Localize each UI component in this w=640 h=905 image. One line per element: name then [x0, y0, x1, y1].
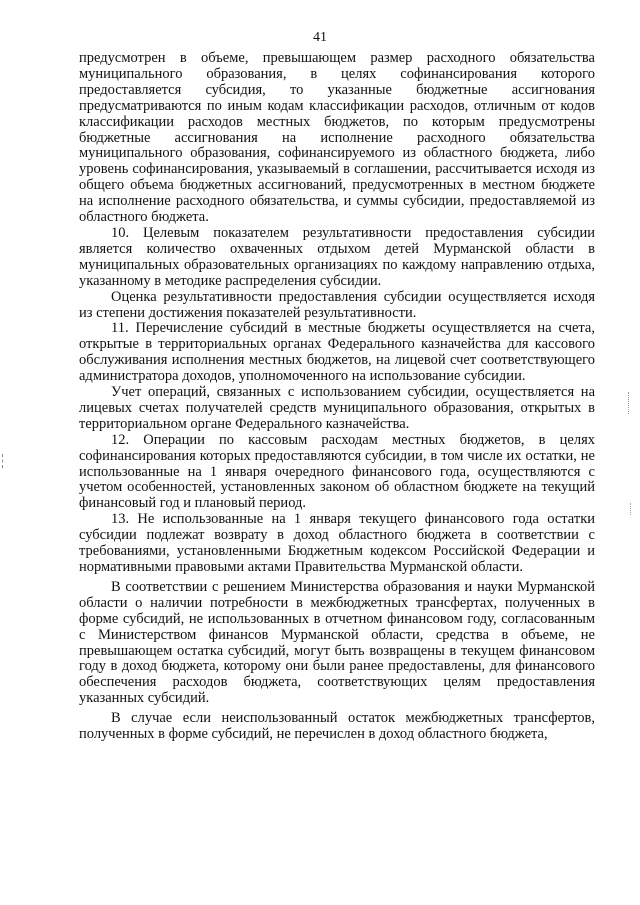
paragraph-item-12: 12. Операции по кассовым расходам местных бюджетов, в целях софинансирования которых предоставляются субсидии, в том числе их остатки, не использованные на 1 января очередного финансового года, осуществляются с учетом особенностей, установленных законом об областном бюджете на текущий финансовый год и плановый период. [79, 431, 595, 512]
paragraph-continuation: предусмотрен в объеме, превышающем размер расходного обязательства муниципального образования, в целях софинансирования которого предоставляется субсидия, то указанные бюджетные ассигнования предусматриваются по иным кодам классификации расходов, отличным от кодов классификации расходов местных бюджетов, по которым предусмотрены бюджетные ассигнования на исполнение расходного обязательства муниципального образования, софинансируемого из областного бюджета, либо уровень софинансирования, указываемый в соглашении, рассчитывается исходя из общего объема бюджетных ассигнований, предусмотренных в местном бюджете на исполнение расходного обязательства, и суммы субсидии, предоставляемой из областного бюджета. [79, 50, 595, 226]
paragraph-evaluation: Оценка результативности предоставления субсидии осуществляется исходя из степени достижения показателей результативности. [79, 288, 595, 321]
scan-margin-mark-right-lower [630, 503, 634, 515]
body-text [79, 51, 595, 743]
page-number: 41 [313, 30, 327, 45]
scan-margin-mark-left [2, 454, 6, 468]
paragraph-accounting: Учет операций, связанных с использованием субсидии, осуществляется на лицевых счетах получателей средств муниципального образования, открытых в территориальном органе Федерального казначейства. [79, 384, 595, 432]
paragraph-item-10: 10. Целевым показателем результативности предоставления субсидии является количество охваченных отдыхом детей Мурманской области в муниципальных образовательных организациях по каждому направлению отдыха, указанному в методике распределения субсидии. [79, 224, 595, 289]
paragraph-unused-balance: В случае если неиспользованный остаток межбюджетных трансфертов, полученных в форме субсидий, не перечислен в доход областного бюджета, [79, 710, 595, 743]
paragraph-ministry-decision: В соответствии с решением Министерства образования и науки Мурманской области о наличии потребности в межбюджетных трансфертах, полученных в форме субсидий, не использованных в отчетном финансовом году, согласованным с Министерством финансов Мурманской области, средства в объеме, не превышающем остатка субсидий, могут быть возвращены в текущем финансовом году в доход бюджета, которому они были ранее предоставлены, для финансового обеспечения расходов бюджета, соответствующих целям предоставления указанных субсидий. [79, 578, 595, 707]
scan-margin-mark-right [628, 392, 632, 414]
paragraph-item-11: 11. Перечисление субсидий в местные бюджеты осуществляется на счета, открытые в территориальных органах Федерального казначейства для кассового обслуживания исполнения местных бюджетов, на лицевой счет соответствующего администратора доходов, уполномоченного на использование субсидии. [79, 320, 595, 385]
paragraph-item-13: 13. Не использованные на 1 января текущего финансового года остатки субсидии подлежат возврату в доход областного бюджета в соответствии с требованиями, установленными Бюджетным кодексом Российской Федерации и нормативными правовыми актами Правительства Мурманской области. [79, 511, 595, 575]
